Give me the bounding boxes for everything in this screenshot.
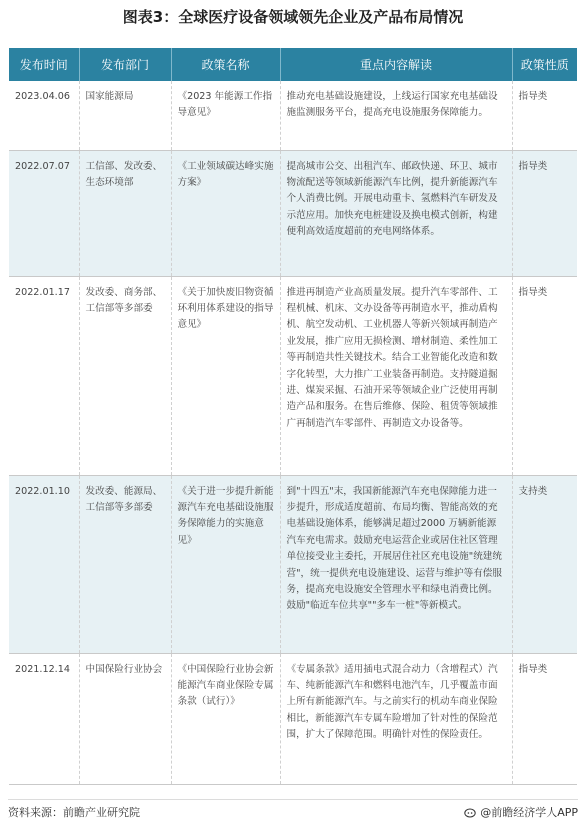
table-row bbox=[9, 653, 577, 784]
header-date: 发布时间 bbox=[9, 48, 79, 81]
cell-name: 《中国保险行业协会新能源汽车商业保险专属条款（试行）》 bbox=[171, 653, 280, 784]
cell-date: 2021.12.14 bbox=[9, 653, 79, 784]
page-title: 图表3：全球医疗设备领域领先企业及产品布局情况 bbox=[122, 8, 464, 26]
cell-type: 指导类 bbox=[512, 276, 577, 475]
cell-content: 提高城市公交、出租汽车、邮政快递、环卫、城市物流配送等领域新能源汽车比例，提升新能源汽车个人消费比例。开展电动重卡、氢燃料汽车研发及示范应用。加快充电桩建设及换电模式创新，构建便利高效适度超前的充电网络体系。 bbox=[280, 150, 512, 276]
cell-dept: 发改委、能源局、工信部等多部委 bbox=[79, 475, 171, 653]
cell-name: 《关于进一步提升新能源汽车充电基础设施服务保障能力的实施意见》 bbox=[171, 475, 280, 653]
cell-type: 指导类 bbox=[512, 150, 577, 276]
brand-label: @前瞻经济学人APP bbox=[480, 806, 578, 819]
cell-dept: 发改委、商务部、工信部等多部委 bbox=[79, 276, 171, 475]
cell-date: 2022.07.07 bbox=[9, 150, 79, 276]
cell-date: 2023.04.06 bbox=[9, 81, 79, 150]
cell-type: 支持类 bbox=[512, 475, 577, 653]
header-name: 政策名称 bbox=[171, 48, 280, 81]
policy-table bbox=[9, 48, 577, 785]
table-header-row bbox=[9, 48, 577, 81]
table-row bbox=[9, 150, 577, 276]
header-type: 政策性质 bbox=[512, 48, 577, 81]
cell-name: 《关于加快废旧物资循环利用体系建设的指导意见》 bbox=[171, 276, 280, 475]
cell-content: 到"十四五"末，我国新能源汽车充电保障能力进一步提升，形成适度超前、布局均衡、智能高效的充电基础设施体系，能够满足超过2000 万辆新能源汽车充电需求。鼓励充电运营企业或居住社区管理单位接受业主委托，开展居住社区充电设施"统建统营"，统一提供充电设施建设、运营与维护等有偿服务，提高充电设施安全管理水平和绿电消费比例。鼓励"临近车位共享""多车一桩"等新模式。 bbox=[280, 475, 512, 653]
cell-name: 《2023 年能源工作指导意见》 bbox=[171, 81, 280, 150]
wechat-weibo-icon bbox=[464, 806, 476, 818]
table-row bbox=[9, 276, 577, 475]
table-row bbox=[9, 475, 577, 653]
cell-type: 指导类 bbox=[512, 81, 577, 150]
cell-date: 2022.01.17 bbox=[9, 276, 79, 475]
cell-dept: 国家能源局 bbox=[79, 81, 171, 150]
cell-content: 推动充电基础设施建设，上线运行国家充电基础设施监测服务平台，提高充电设施服务保障能力。 bbox=[280, 81, 512, 150]
cell-name: 《工业领域碳达峰实施方案》 bbox=[171, 150, 280, 276]
cell-dept: 工信部、发改委、生态环境部 bbox=[79, 150, 171, 276]
header-dept: 发布部门 bbox=[79, 48, 171, 81]
footer bbox=[8, 799, 578, 824]
cell-dept: 中国保险行业协会 bbox=[79, 653, 171, 784]
brand-credit bbox=[464, 804, 578, 820]
header-content: 重点内容解读 bbox=[280, 48, 512, 81]
cell-type: 指导类 bbox=[512, 653, 577, 784]
cell-date: 2022.01.10 bbox=[9, 475, 79, 653]
table-row bbox=[9, 81, 577, 150]
source-note: 资料来源：前瞻产业研究院 bbox=[8, 806, 140, 819]
cell-content: 《专属条款》适用插电式混合动力（含增程式）汽车、纯新能源汽车和燃料电池汽车，几乎覆盖市面上所有新能源汽车。与之前实行的机动车商业保险相比，新能源汽车专属车险增加了针对性的保险范围，扩大了保障范围。明确针对性的保险责任。 bbox=[280, 653, 512, 784]
cell-content: 推进再制造产业高质量发展。提升汽车零部件、工程机械、机床、文办设备等再制造水平，推动盾构机、航空发动机、工业机器人等新兴领域再制造产业发展，推广应用无损检测、增材制造、柔性加工等再制造共性关键技术。结合工业智能化改造和数字化转型，大力推广工业装备再制造。支持隧道掘进、煤炭采掘、石油开采等领域企业广泛使用再制造产品和服务。在售后维修、保险、租赁等领域推广再制造汽车零部件、再制造文办设备等。 bbox=[280, 276, 512, 475]
